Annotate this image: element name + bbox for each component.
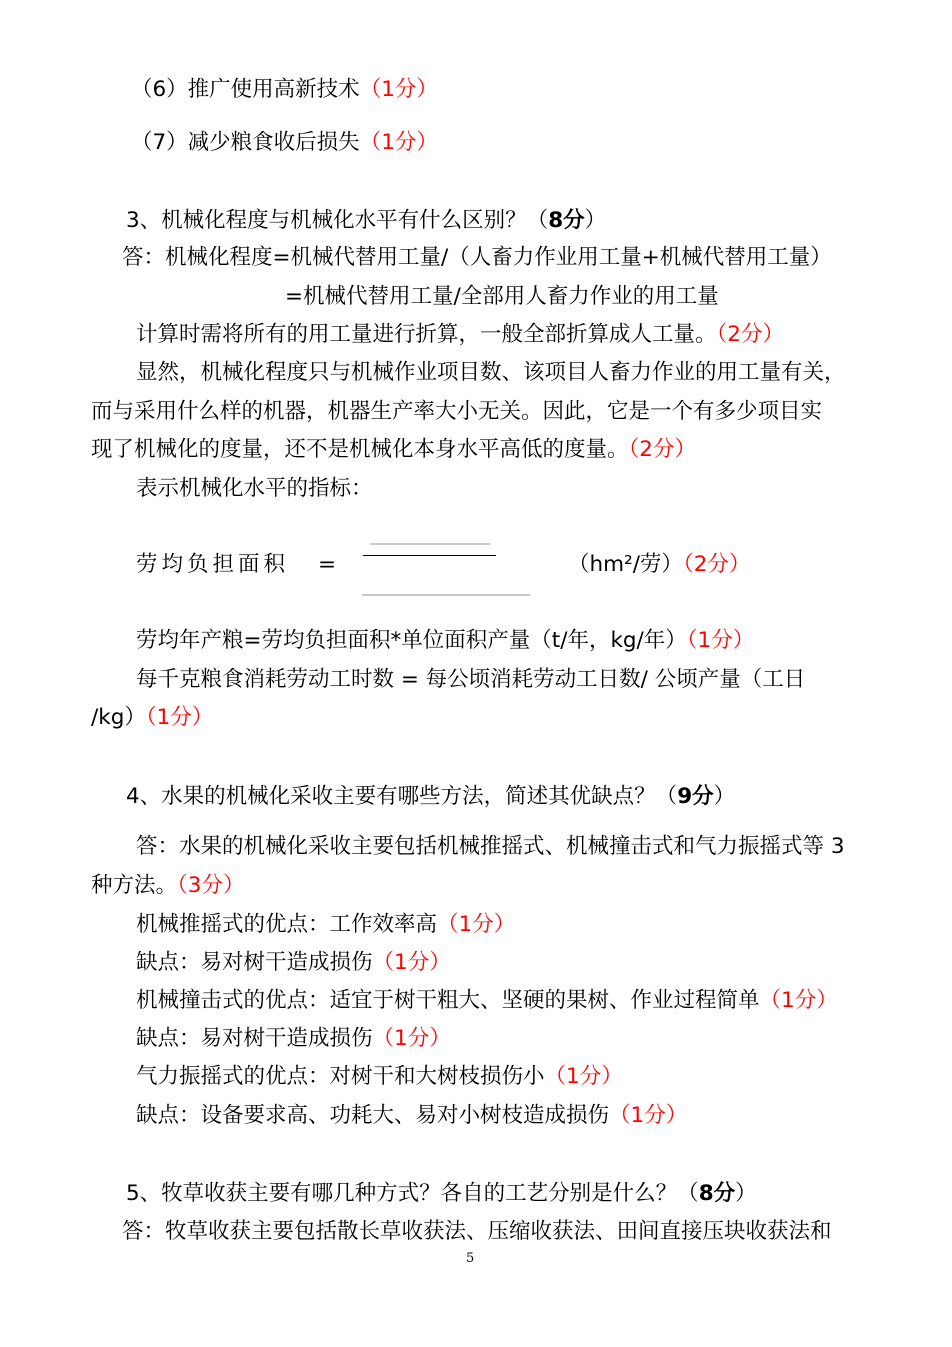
answer-4-line-3: 机械推摇式的优点：工作效率高（1分） [136,912,516,937]
answer-4-line-5: 机械撞击式的优点：适宜于树干粗大、坚硬的果树、作业过程简单（1分） [136,988,838,1013]
answer-3-line-2: =机械代替用工量/全部用人畜力作业的用工量 [285,284,719,309]
formula-label: 劳均负担面积 [136,552,290,577]
answer-5-line-1: 答：牧草收获主要包括散长草收获法、压缩收获法、田间直接压块收获法和 [122,1219,832,1244]
answer-3-line-6: 现了机械化的度量，还不是机械化本身水平高低的度量。（2分） [91,437,696,462]
answer-4-line-2: 种方法。（3分） [91,873,245,898]
fraction-bar [363,555,496,556]
answer-3-line-10: /kg）（1分） [91,705,214,730]
formula-unit: （hm²/劳）（2分） [568,552,751,577]
answer-3-line-7: 表示机械化水平的指标： [136,476,373,501]
answer-3-line-3: 计算时需将所有的用工量进行折算，一般全部折算成人工量。（2分） [136,322,784,347]
answer-4-line-6: 缺点：易对树干造成损伤（1分） [136,1026,451,1051]
answer-3-line-1: 答：机械化程度=机械代替用工量/（人畜力作业用工量+机械代替用工量） [122,245,832,270]
answer-3-line-4: 显然，机械化程度只与机械作业项目数、该项目人畜力作业的用工量有关， [136,360,846,385]
answer-4-line-7: 气力振摇式的优点：对树干和大树枝损伤小（1分） [136,1064,623,1089]
item-7: （7）减少粮食收后损失（1分） [131,130,438,155]
answer-4-line-8: 缺点：设备要求高、功耗大、易对小树枝造成损伤（1分） [136,1103,688,1128]
formula-equals: = [318,552,337,577]
answer-4-line-1: 答：水果的机械化采收主要包括机械推摇式、机械撞击式和气力振摇式等 3 [136,834,845,859]
page-number: 5 [466,1251,475,1266]
item-6: （6）推广使用高新技术（1分） [131,77,438,102]
answer-4-line-4: 缺点：易对树干造成损伤（1分） [136,950,451,975]
answer-3-line-9: 每千克粮食消耗劳动工时数 = 每公顷消耗劳动工日数/ 公顷产量（工日 [136,667,806,692]
fraction-numerator-faint [370,543,490,545]
answer-3-line-8: 劳均年产粮=劳均负担面积*单位面积产量（t/年，kg/年）（1分） [136,628,755,653]
question-4: 4、水果的机械化采收主要有哪些方法，简述其优缺点？（9分） [126,784,736,809]
question-3: 3、机械化程度与机械化水平有什么区别？（8分） [126,208,607,233]
question-5: 5、牧草收获主要有哪几种方式？各自的工艺分别是什么？（8分） [126,1181,757,1206]
fraction-denominator-faint [362,594,530,596]
answer-3-line-5: 而与采用什么样的机器，机器生产率大小无关。因此，它是一个有多少项目实 [91,399,823,424]
